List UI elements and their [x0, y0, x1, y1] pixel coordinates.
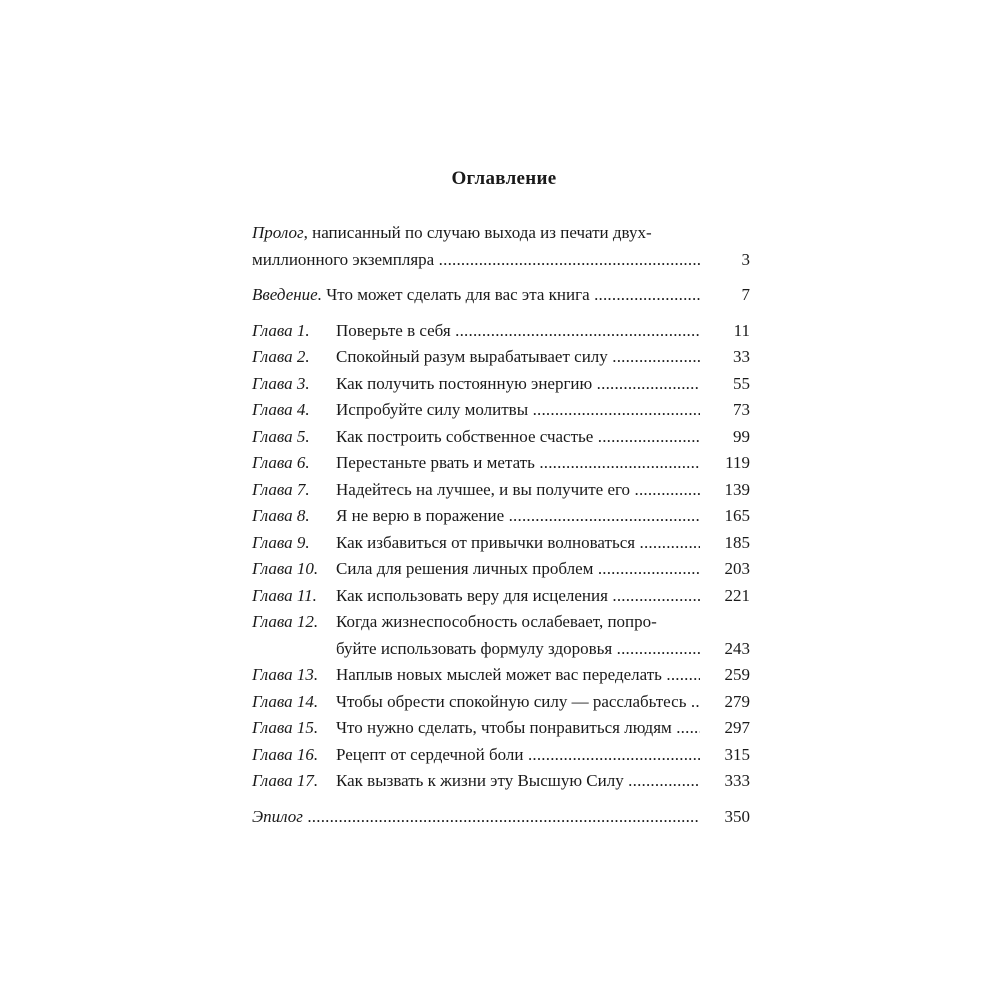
- prologue-title-line1: [252, 220, 700, 247]
- chapter-title: Как использовать веру для исцеления .....: [336, 583, 700, 610]
- page-number: 11: [733, 320, 750, 340]
- toc-entry-chapter-10[interactable]: [252, 556, 752, 583]
- chapter-label: Глава 13.: [252, 665, 319, 684]
- toc-entry-chapter-7[interactable]: [252, 477, 752, 504]
- chapter-label: Глава 7.: [252, 479, 310, 499]
- toc-entry-chapter-1[interactable]: [252, 318, 752, 345]
- page-number: 185: [724, 532, 750, 552]
- chapter-label: Глава 17.: [252, 771, 319, 790]
- prologue-title-line2: миллионного экземпляра .....: [252, 247, 700, 274]
- chapter-label: Глава 8.: [252, 506, 310, 525]
- page-number: 297: [724, 718, 750, 737]
- chapter-title: Перестаньте рвать и метать .....: [336, 450, 700, 477]
- chapter-label: Глава 15.: [252, 718, 319, 737]
- chapter-title-line2: буйте использовать формулу здоровья .....: [336, 636, 700, 663]
- chapter-title: Наплыв новых мыслей может вас переделать .....: [336, 662, 700, 689]
- toc-entry-intro[interactable]: [252, 282, 752, 309]
- chapter-label: Глава 14.: [252, 691, 319, 711]
- page-number: 119: [725, 453, 750, 472]
- intro-title: [252, 282, 700, 309]
- chapter-label: Глава 11.: [252, 585, 317, 605]
- page-number: 7: [741, 285, 750, 304]
- chapter-title: Рецепт от сердечной боли .....: [336, 742, 700, 769]
- toc-entry-prologue[interactable]: [252, 220, 752, 247]
- chapter-label: Глава 10.: [252, 559, 319, 578]
- toc-entry-chapter-12[interactable]: [252, 609, 752, 636]
- chapter-title: Я не верю в поражение .....: [336, 503, 700, 530]
- page-number: 33: [733, 347, 750, 366]
- page-number: 55: [733, 373, 750, 393]
- page-title: Оглавление: [451, 168, 557, 189]
- toc-entry-prologue-cont[interactable]: [252, 247, 752, 274]
- toc-entry-chapter-6[interactable]: [252, 450, 752, 477]
- toc-entry-chapter-8[interactable]: [252, 503, 752, 530]
- chapter-label: Глава 3.: [252, 373, 310, 393]
- chapter-title: Как получить постоянную энергию .....: [336, 371, 700, 398]
- chapter-title: Сила для решения личных проблем .....: [336, 556, 700, 583]
- toc-entry-chapter-12-cont[interactable]: [252, 636, 752, 663]
- toc-entry-chapter-9[interactable]: [252, 530, 752, 557]
- chapter-label: Глава 9.: [252, 532, 310, 552]
- toc-entry-chapter-15[interactable]: [252, 715, 752, 742]
- page-number: 203: [724, 559, 750, 578]
- page-number: 279: [724, 691, 750, 711]
- page-number: 139: [724, 479, 750, 499]
- chapter-title: Чтобы обрести спокойную силу — расслабьтесь .....: [336, 689, 700, 716]
- table-of-contents: [252, 168, 752, 830]
- chapter-label: Глава 1.: [252, 320, 310, 340]
- page-number: 350: [724, 806, 750, 826]
- toc-entry-chapter-17[interactable]: [252, 768, 752, 795]
- toc-entry-chapter-16[interactable]: [252, 742, 752, 769]
- intro-text: Что может сделать для вас эта книга: [326, 285, 590, 304]
- toc-entry-chapter-3[interactable]: [252, 371, 752, 398]
- chapter-label: Глава 5.: [252, 426, 310, 446]
- page-number: 221: [724, 585, 750, 605]
- chapter-label: Глава 16.: [252, 744, 319, 764]
- chapter-title: Поверьте в себя .....: [336, 318, 700, 345]
- page-number: 333: [724, 771, 750, 790]
- toc-entry-chapter-13[interactable]: [252, 662, 752, 689]
- chapter-label: Глава 12.: [252, 612, 319, 631]
- chapter-label: Глава 2.: [252, 347, 310, 366]
- page-number: 165: [724, 506, 750, 525]
- chapter-title: Как вызвать к жизни эту Высшую Силу .....: [336, 768, 700, 795]
- chapter-title: Спокойный разум вырабатывает силу .....: [336, 344, 700, 371]
- chapter-label: Глава 6.: [252, 453, 310, 472]
- toc-entry-epilogue[interactable]: [252, 804, 752, 831]
- page-number: 99: [733, 426, 750, 446]
- prologue-label: Пролог: [252, 223, 304, 242]
- prologue-text-line1: , написанный по случаю выхода из печати двух-: [303, 223, 652, 242]
- chapter-title: Испробуйте силу молитвы .....: [336, 397, 700, 424]
- toc-entry-chapter-4[interactable]: [252, 397, 752, 424]
- epilogue-label: Эпилог: [252, 806, 303, 826]
- chapter-label: Глава 4.: [252, 400, 310, 419]
- chapter-title: Что нужно сделать, чтобы понравиться людям .....: [336, 715, 700, 742]
- chapter-title-line1: Когда жизнеспособность ослабевает, попро-: [336, 612, 657, 631]
- page-number: 3: [741, 249, 750, 269]
- toc-entry-chapter-5[interactable]: [252, 424, 752, 451]
- toc-entry-chapter-2[interactable]: [252, 344, 752, 371]
- chapter-title: Как избавиться от привычки волноваться .....: [336, 530, 700, 557]
- epilogue-title: [252, 804, 700, 831]
- chapter-title: Надейтесь на лучшее, и вы получите его .....: [336, 477, 700, 504]
- page-number: 243: [724, 638, 750, 658]
- toc-entry-chapter-14[interactable]: [252, 689, 752, 716]
- page-number: 73: [733, 400, 750, 419]
- toc-entry-chapter-11[interactable]: [252, 583, 752, 610]
- chapter-title: Как построить собственное счастье .....: [336, 424, 700, 451]
- intro-label: Введение.: [252, 285, 322, 304]
- page-number: 259: [724, 665, 750, 684]
- page-number: 315: [724, 744, 750, 764]
